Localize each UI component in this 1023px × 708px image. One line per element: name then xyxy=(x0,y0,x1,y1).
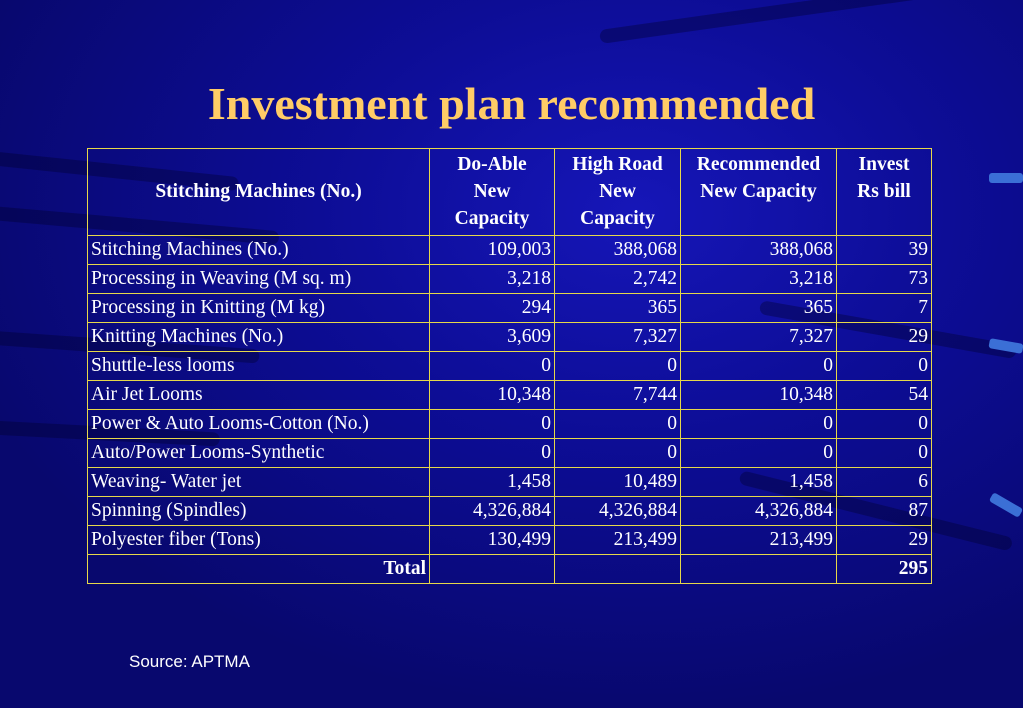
cell-invest: 39 xyxy=(837,236,932,265)
header-doable-line: Do-Able xyxy=(457,154,527,175)
cell-doable: 1,458 xyxy=(430,468,555,497)
cell-highroad: 2,742 xyxy=(555,265,681,294)
cell-invest: 87 xyxy=(837,497,932,526)
cell-doable: 0 xyxy=(430,439,555,468)
header-invest-line: Invest xyxy=(858,154,910,175)
table-row xyxy=(88,468,932,497)
cell-recommended: 1,458 xyxy=(681,468,837,497)
total-empty-cell xyxy=(681,555,837,584)
cell-highroad: 7,744 xyxy=(555,381,681,410)
header-invest-line: Rs bill xyxy=(857,181,911,202)
row-label: Auto/Power Looms-Synthetic xyxy=(88,439,430,468)
cell-highroad: 4,326,884 xyxy=(555,497,681,526)
row-label: Stitching Machines (No.) xyxy=(88,236,430,265)
cell-doable: 10,348 xyxy=(430,381,555,410)
cell-invest: 6 xyxy=(837,468,932,497)
cell-recommended: 7,327 xyxy=(681,323,837,352)
table-row xyxy=(88,294,932,323)
cell-highroad: 0 xyxy=(555,439,681,468)
source-note: Source: APTMA xyxy=(129,652,250,671)
cell-recommended: 10,348 xyxy=(681,381,837,410)
row-label: Processing in Weaving (M sq. m) xyxy=(88,265,430,294)
slide-title: Investment plan recommended xyxy=(207,78,816,129)
decorative-tick xyxy=(989,173,1023,183)
row-label: Shuttle-less looms xyxy=(88,352,430,381)
cell-recommended: 3,218 xyxy=(681,265,837,294)
cell-invest: 73 xyxy=(837,265,932,294)
header-doable-line: Capacity xyxy=(454,208,530,229)
cell-recommended: 365 xyxy=(681,294,837,323)
row-label: Knitting Machines (No.) xyxy=(88,323,430,352)
row-label: Polyester fiber (Tons) xyxy=(88,526,430,555)
cell-doable: 0 xyxy=(430,352,555,381)
cell-recommended: 388,068 xyxy=(681,236,837,265)
header-highroad-line: High Road xyxy=(572,154,663,175)
total-empty-cell xyxy=(430,555,555,584)
table-header-row xyxy=(88,149,932,236)
cell-invest: 7 xyxy=(837,294,932,323)
table-row xyxy=(88,410,932,439)
cell-invest: 0 xyxy=(837,439,932,468)
row-label: Air Jet Looms xyxy=(88,381,430,410)
row-label: Weaving- Water jet xyxy=(88,468,430,497)
header-highroad xyxy=(555,149,681,236)
row-label: Processing in Knitting (M kg) xyxy=(88,294,430,323)
cell-recommended: 0 xyxy=(681,410,837,439)
cell-doable: 4,326,884 xyxy=(430,497,555,526)
table-total-row xyxy=(88,555,932,584)
cell-highroad: 213,499 xyxy=(555,526,681,555)
cell-doable: 3,218 xyxy=(430,265,555,294)
header-highroad-line: New xyxy=(599,181,636,202)
cell-recommended: 213,499 xyxy=(681,526,837,555)
header-doable xyxy=(430,149,555,236)
cell-recommended: 0 xyxy=(681,439,837,468)
cell-invest: 0 xyxy=(837,410,932,439)
cell-recommended: 0 xyxy=(681,352,837,381)
total-label: Total xyxy=(88,555,430,584)
header-doable-line: New xyxy=(473,181,511,202)
cell-highroad: 388,068 xyxy=(555,236,681,265)
cell-doable: 3,609 xyxy=(430,323,555,352)
table-row xyxy=(88,236,932,265)
investment-table xyxy=(87,148,932,584)
table-row xyxy=(88,497,932,526)
total-empty-cell xyxy=(555,555,681,584)
cell-invest: 29 xyxy=(837,323,932,352)
header-recommended xyxy=(681,149,837,236)
cell-recommended: 4,326,884 xyxy=(681,497,837,526)
cell-doable: 109,003 xyxy=(430,236,555,265)
cell-invest: 54 xyxy=(837,381,932,410)
table-body xyxy=(88,236,932,584)
header-invest xyxy=(837,149,932,236)
cell-doable: 130,499 xyxy=(430,526,555,555)
table-row xyxy=(88,439,932,468)
cell-highroad: 10,489 xyxy=(555,468,681,497)
cell-doable: 0 xyxy=(430,410,555,439)
table-row xyxy=(88,526,932,555)
total-invest: 295 xyxy=(837,555,932,584)
row-label: Power & Auto Looms-Cotton (No.) xyxy=(88,410,430,439)
table-row xyxy=(88,381,932,410)
header-highroad-line: Capacity xyxy=(580,208,655,229)
header-category: Stitching Machines (No.) xyxy=(88,149,430,236)
cell-highroad: 0 xyxy=(555,410,681,439)
header-recommended-line: Recommended xyxy=(696,154,821,175)
row-label: Spinning (Spindles) xyxy=(88,497,430,526)
header-recommended-line: New Capacity xyxy=(700,181,817,202)
table-row xyxy=(88,352,932,381)
table-row xyxy=(88,323,932,352)
cell-highroad: 7,327 xyxy=(555,323,681,352)
cell-highroad: 0 xyxy=(555,352,681,381)
table-row xyxy=(88,265,932,294)
cell-doable: 294 xyxy=(430,294,555,323)
cell-invest: 29 xyxy=(837,526,932,555)
cell-highroad: 365 xyxy=(555,294,681,323)
cell-invest: 0 xyxy=(837,352,932,381)
